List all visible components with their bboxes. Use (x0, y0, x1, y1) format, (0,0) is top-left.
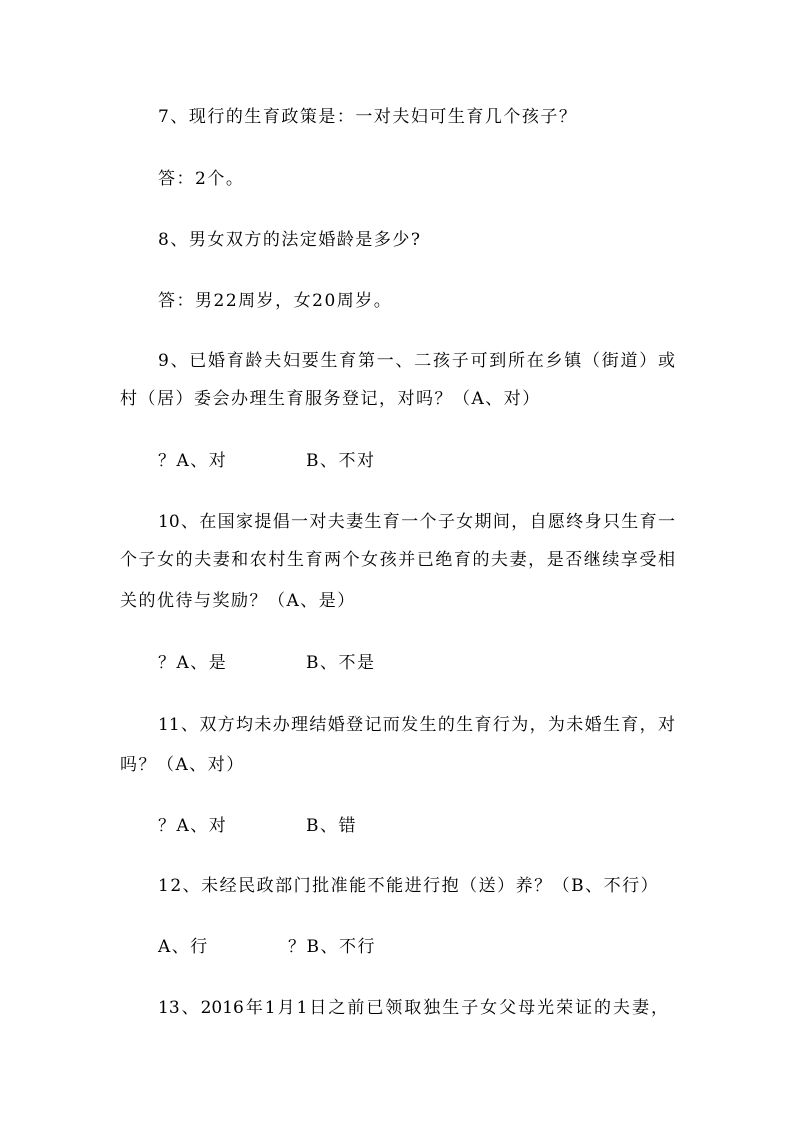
question-10-line-1: 10、在国家提倡一对夫妻生育一个子女期间，自愿终身只生育一 (158, 512, 675, 532)
question-7: 7、现行的生育政策是：一对夫妇可生育几个孩子？ (158, 107, 578, 127)
question-10-option-b: B、不是 (306, 653, 376, 673)
question-9-option-a: ？A、对 (158, 451, 228, 471)
question-11-option-b: B、错 (306, 816, 357, 836)
question-9-line-1: 9、已婚育龄夫妇要生育第一、二孩子可到所在乡镇（街道）或 (158, 351, 675, 371)
question-12-option-a: A、行 (158, 937, 209, 957)
question-10-line-3: 关的优待与奖励？（A、是） (120, 591, 356, 611)
question-11-option-a: ？A、对 (158, 816, 228, 836)
question-10-option-a: ？A、是 (158, 653, 228, 673)
question-13-line-1: 13、2016年1月1日之前已领取独生子女父母光荣证的夫妻， (158, 998, 668, 1018)
question-10-line-2: 个子女的夫妻和农村生育两个女孩并已绝育的夫妻，是否继续享受相 (120, 550, 675, 570)
question-8: 8、男女双方的法定婚龄是多少? (158, 230, 422, 250)
answer-8: 答：男22周岁，女20周岁。 (158, 291, 393, 311)
question-9-option-b: B、不对 (306, 451, 376, 471)
question-11-line-1: 11、双方均未办理结婚登记而发生的生育行为，为未婚生育，对 (158, 715, 675, 735)
question-12-option-b: ？B、不行 (288, 937, 376, 957)
question-9-line-2: 村（居）委会办理生育服务登记，对吗？（A、对） (120, 389, 541, 409)
answer-7: 答：2个。 (158, 169, 245, 189)
question-12: 12、未经民政部门批准能不能进行抱（送）养？（B、不行） (158, 876, 660, 896)
question-11-line-2: 吗？（A、对） (120, 755, 245, 775)
